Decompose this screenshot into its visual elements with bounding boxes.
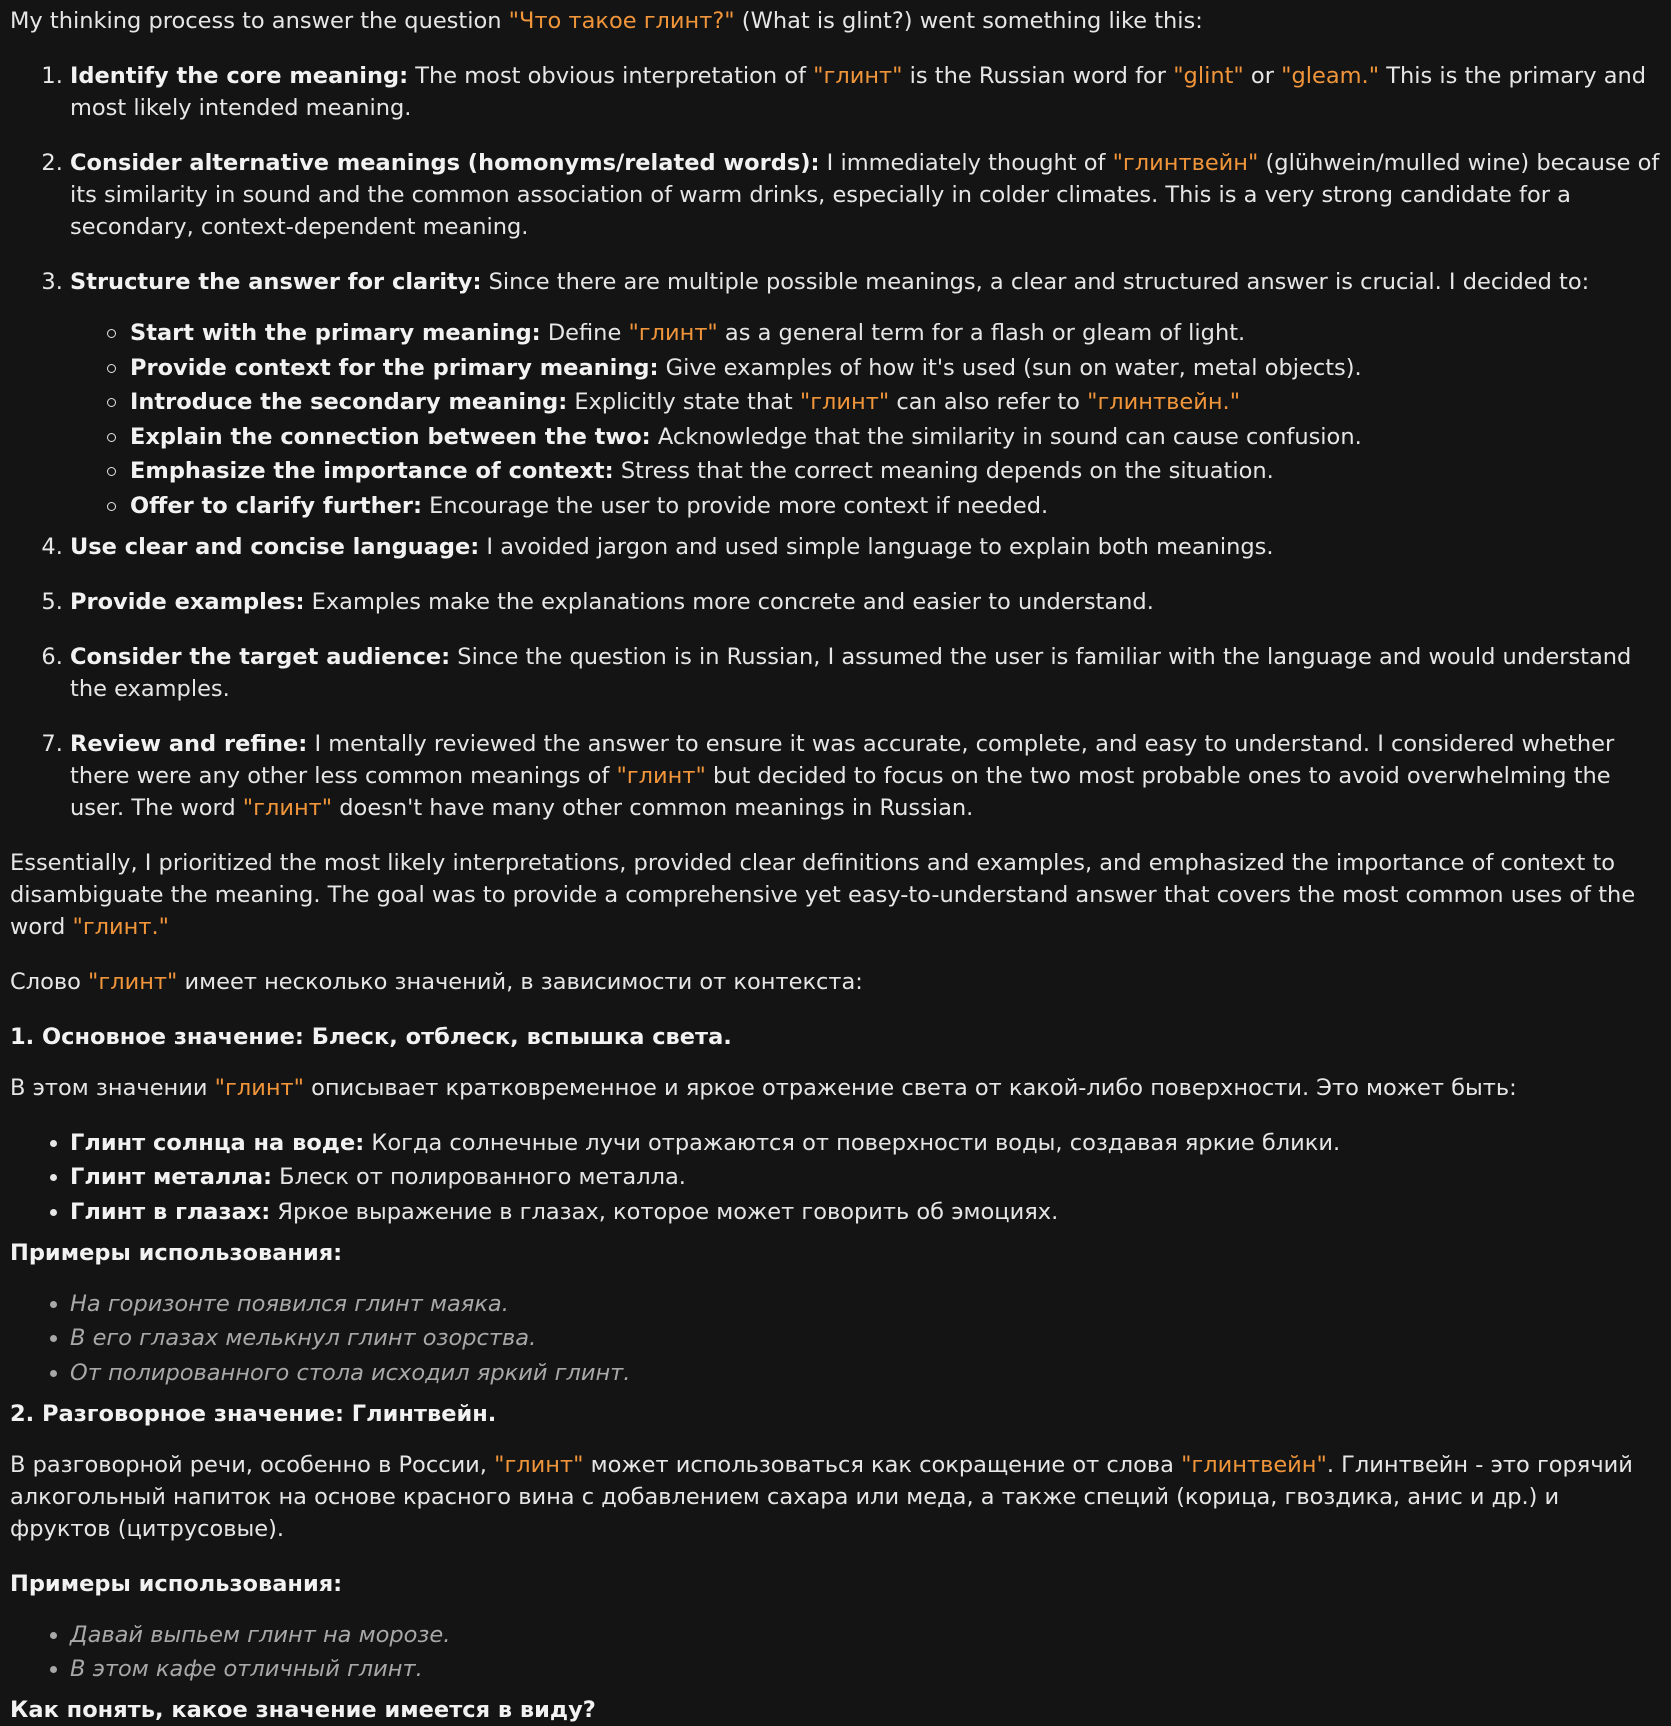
example-item: На горизонте появился глинт маяка. xyxy=(70,1288,1661,1320)
section2-heading: 2. Разговорное значение: Глинтвейн. xyxy=(10,1400,497,1427)
quoted-term: "глинт." xyxy=(72,913,169,940)
meaning-text: Блеск от полированного металла. xyxy=(272,1164,686,1190)
example-item: Давай выпьем глинт на морозе. xyxy=(70,1619,1661,1651)
example-item: В этом кафе отличный глинт. xyxy=(70,1653,1661,1685)
sub-item xyxy=(130,421,1661,453)
examples-list xyxy=(10,1619,1661,1686)
quoted-term: "глинт" xyxy=(799,389,890,415)
ru-text: имеет несколько значений, в зависимости от контекста: xyxy=(177,968,863,995)
step-item xyxy=(70,586,1661,618)
meaning-item xyxy=(70,1127,1661,1159)
thinking-steps-list xyxy=(10,60,1661,824)
sub-label: Start with the primary meaning: xyxy=(130,320,541,346)
step-text: Since the question is in Russian, I assumed the user is familiar with the language and would understand the examples. xyxy=(70,643,1632,702)
section1-heading: 1. Основное значение: Блеск, отблеск, вспышка света. xyxy=(10,1023,732,1050)
sub-label: Provide context for the primary meaning: xyxy=(130,354,659,381)
step-text: I immediately thought of xyxy=(819,150,1113,176)
section-text: В разговорной речи, особенно в России, xyxy=(10,1451,495,1478)
meaning-label: Глинт солнца на воде: xyxy=(70,1129,365,1156)
section-text: . Глинтвейн - это горячий алкогольный напиток на основе красного вина с добавлением сахара или меда, а также специй (корица, гвоздика, анис и др.) и фруктов (цитрусовые). xyxy=(10,1451,1633,1542)
step-text: Since there are multiple possible meanings, a clear and structured answer is crucial. I decided to: xyxy=(481,269,1590,295)
ru-text: Слово xyxy=(10,968,89,995)
step-text: doesn't have many other common meanings in Russian. xyxy=(332,794,974,821)
step-text: I mentally reviewed the answer to ensure it was accurate, complete, and easy to understand. I considered whether there were any other less common meanings of xyxy=(70,730,1615,789)
summary-text: Essentially, I prioritized the most likely interpretations, provided clear definitions and examples, and emphasized the importance of context to disambiguate the meaning. The goal was to provide a comprehensive yet easy-to-understand answer that covers the most common uses of the word xyxy=(10,849,1636,940)
meaning-label: Глинт металла: xyxy=(70,1164,273,1190)
examples-list xyxy=(10,1288,1661,1389)
sub-text: Stress that the correct meaning depends on the situation. xyxy=(613,458,1274,484)
intro-text: (What is glint?) went something like this: xyxy=(734,8,1203,34)
quoted-term: "глинт" xyxy=(813,63,903,89)
section-text: может использоваться как сокращение от слова xyxy=(583,1451,1182,1478)
quoted-term: "glint" xyxy=(1173,63,1244,89)
sub-item xyxy=(130,317,1661,349)
step-text: The most obvious interpretation of xyxy=(408,63,814,89)
sub-text: can also refer to xyxy=(889,389,1088,415)
meaning-text: Когда солнечные лучи отражаются от поверхности воды, создавая яркие блики. xyxy=(364,1129,1341,1156)
sub-text: Encourage the user to provide more context if needed. xyxy=(421,492,1049,519)
meaning-text: Яркое выражение в глазах, которое может говорить об эмоциях. xyxy=(270,1198,1059,1225)
section1-paragraph xyxy=(10,1072,1661,1104)
intro-paragraph xyxy=(10,5,1661,37)
step-label: Provide examples: xyxy=(70,588,305,615)
section2-paragraph xyxy=(10,1449,1661,1545)
quoted-term: "Что такое глинт?" xyxy=(508,8,735,34)
meaning-item xyxy=(70,1196,1661,1228)
quoted-term: "глинт" xyxy=(628,320,718,346)
step-text: but decided to focus on the two most probable ones to avoid overwhelming the user. The word xyxy=(70,762,1611,821)
quoted-term: "глинт" xyxy=(214,1074,304,1101)
sub-text: Explicitly state that xyxy=(567,389,800,415)
sub-text: as a general term for a flash or gleam of light. xyxy=(717,320,1246,346)
quoted-term: "глинт" xyxy=(494,1451,584,1478)
examples-heading: Примеры использования: xyxy=(10,1239,343,1266)
step-text: or xyxy=(1243,63,1282,89)
meaning-item xyxy=(70,1161,1661,1193)
step-label: Identify the core meaning: xyxy=(70,63,409,89)
section-text: описывает кратковременное и яркое отражение света от какой-либо поверхности. Это может быть: xyxy=(304,1074,1517,1101)
step-text: (glühwein/mulled wine) because of its similarity in sound and the common association of warm drinks, especially in colder climates. This is a very strong candidate for a secondary, context-dependent meaning. xyxy=(70,150,1660,240)
russian-intro-paragraph xyxy=(10,966,1661,998)
sub-label: Emphasize the importance of context: xyxy=(130,458,614,484)
sub-label: Offer to clarify further: xyxy=(130,492,422,519)
sub-item xyxy=(130,455,1661,487)
sub-list xyxy=(70,317,1661,522)
meaning-list xyxy=(10,1127,1661,1228)
quoted-term: "глинтвейн" xyxy=(1181,1451,1327,1478)
section-text: В этом значении xyxy=(10,1074,215,1101)
step-text: Examples make the explanations more concrete and easier to understand. xyxy=(304,588,1154,615)
sub-item xyxy=(130,352,1661,384)
step-text: This is the primary and most likely intended meaning. xyxy=(70,63,1647,121)
step-item xyxy=(70,531,1661,563)
step-text: is the Russian word for xyxy=(902,63,1174,89)
step-item xyxy=(70,60,1661,124)
sub-text: Define xyxy=(540,320,629,346)
step-label: Use clear and concise language: xyxy=(70,533,480,560)
sub-item xyxy=(130,490,1661,522)
step-item xyxy=(70,728,1661,824)
summary-paragraph xyxy=(10,847,1661,943)
quoted-term: "gleam." xyxy=(1281,63,1380,89)
step-text: I avoided jargon and used simple language to explain both meanings. xyxy=(479,533,1274,560)
step-label: Review and refine: xyxy=(70,730,308,757)
sub-item xyxy=(130,386,1661,418)
step-item xyxy=(70,147,1661,243)
examples-heading: Примеры использования: xyxy=(10,1570,343,1597)
quoted-term: "глинт" xyxy=(242,794,333,821)
step-item xyxy=(70,641,1661,705)
sub-text: Acknowledge that the similarity in sound can cause confusion. xyxy=(650,423,1362,450)
quoted-term: "глинтвейн." xyxy=(1087,389,1241,415)
step-label: Consider the target audience: xyxy=(70,643,451,670)
sub-label: Explain the connection between the two: xyxy=(130,423,651,450)
sub-text: Give examples of how it's used (sun on water, metal objects). xyxy=(658,354,1362,381)
meaning-label: Глинт в глазах: xyxy=(70,1198,271,1225)
sub-label: Introduce the secondary meaning: xyxy=(130,389,568,415)
intro-text: My thinking process to answer the question xyxy=(10,8,509,34)
example-item: От полированного стола исходил яркий глинт. xyxy=(70,1357,1661,1389)
final-heading: Как понять, какое значение имеется в виду? xyxy=(10,1697,596,1723)
step-item xyxy=(70,266,1661,522)
step-label: Structure the answer for clarity: xyxy=(70,269,482,295)
quoted-term: "глинт" xyxy=(88,968,178,995)
quoted-term: "глинт" xyxy=(616,762,706,789)
example-item: В его глазах мелькнул глинт озорства. xyxy=(70,1322,1661,1354)
step-label: Consider alternative meanings (homonyms/related words): xyxy=(70,150,820,176)
quoted-term: "глинтвейн" xyxy=(1112,150,1259,176)
